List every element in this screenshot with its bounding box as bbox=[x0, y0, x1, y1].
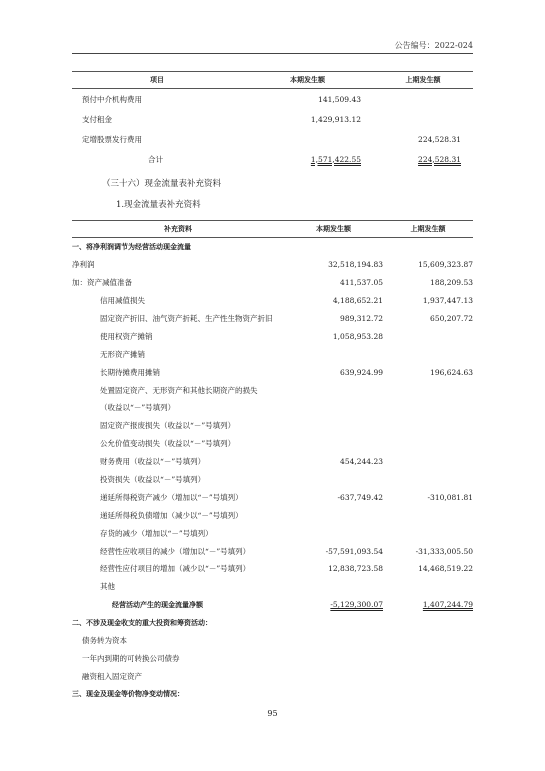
header-divider bbox=[72, 53, 473, 54]
row-previous bbox=[383, 524, 473, 542]
column-header-previous: 上期发生额 bbox=[373, 72, 473, 89]
row-previous bbox=[383, 381, 473, 399]
row-item: 固定资产折旧、油气资产折耗、生产性生物资产折旧 bbox=[100, 314, 273, 323]
row-item: 无形资产摊销 bbox=[100, 349, 145, 359]
row-current bbox=[284, 524, 383, 542]
row-current: 454,244.23 bbox=[340, 457, 383, 467]
row-previous: 196,624.63 bbox=[430, 367, 473, 377]
row-current bbox=[284, 417, 383, 435]
row-item: 使用权资产摊销 bbox=[100, 331, 153, 341]
table-header-row bbox=[72, 72, 473, 89]
row-item: 二、不涉及现金收支的重大投资和筹资活动： bbox=[72, 618, 212, 627]
row-previous bbox=[373, 89, 473, 110]
table-row bbox=[72, 596, 473, 614]
row-current bbox=[284, 578, 383, 596]
row-current bbox=[284, 614, 383, 632]
row-item: 债务转为资本 bbox=[82, 636, 127, 646]
row-previous bbox=[383, 453, 473, 471]
cash-flow-supplement-table bbox=[72, 220, 473, 703]
column-header-current: 本期发生额 bbox=[284, 221, 383, 238]
row-current bbox=[284, 435, 383, 453]
row-current: 989,312.72 bbox=[340, 314, 383, 323]
row-item: 三、现金及现金等价物净变动情况： bbox=[72, 690, 184, 699]
row-current bbox=[284, 649, 383, 667]
row-previous bbox=[383, 238, 473, 256]
table-row bbox=[72, 649, 473, 667]
row-current bbox=[284, 345, 383, 363]
column-header-current: 本期发生额 bbox=[242, 72, 373, 89]
row-item: 预付中介机构费用 bbox=[82, 94, 142, 104]
table-row bbox=[72, 292, 473, 310]
table-row bbox=[72, 632, 473, 650]
table-row bbox=[72, 506, 473, 524]
row-item: 定增股票发行费用 bbox=[82, 134, 142, 144]
row-item: 处置固定资产、无形资产和其他长期资产的损失 bbox=[100, 385, 258, 395]
total-current: 1,571,422.55 bbox=[310, 154, 361, 164]
table-row bbox=[72, 238, 473, 256]
row-item: 存货的减少（增加以“－”号填列） bbox=[100, 528, 213, 538]
row-item: 经营性应收项目的减少（增加以“－”号填列） bbox=[100, 546, 251, 556]
row-current bbox=[284, 667, 383, 685]
row-item: 净利润 bbox=[72, 260, 95, 270]
row-current bbox=[284, 238, 383, 256]
row-current bbox=[284, 632, 383, 650]
row-previous bbox=[383, 471, 473, 489]
row-previous bbox=[383, 345, 473, 363]
column-header-item: 项目 bbox=[72, 72, 242, 89]
row-current bbox=[284, 381, 383, 399]
table-header-row bbox=[72, 221, 473, 238]
row-item: 公允价值变动损失（收益以“－”号填列） bbox=[100, 439, 236, 449]
table-row bbox=[72, 578, 473, 596]
row-item: 投资损失（收益以“－”号填列） bbox=[100, 475, 206, 485]
row-current bbox=[284, 399, 383, 417]
row-item: （收益以“－”号填列） bbox=[100, 403, 176, 413]
row-item: 加：资产减值准备 bbox=[72, 278, 132, 288]
row-current bbox=[284, 471, 383, 489]
row-previous bbox=[383, 632, 473, 650]
total-row bbox=[72, 149, 473, 169]
row-item: 财务费用（收益以“－”号填列） bbox=[100, 457, 206, 467]
row-previous: 1,937,447.13 bbox=[422, 296, 473, 306]
row-previous bbox=[383, 435, 473, 453]
row-item: 支付租金 bbox=[82, 114, 112, 124]
expense-detail-table bbox=[72, 71, 473, 169]
row-previous bbox=[383, 327, 473, 345]
row-item: 其他 bbox=[100, 582, 115, 592]
total-label: 合计 bbox=[148, 154, 163, 164]
table-row bbox=[72, 345, 473, 363]
subsection-title: 1.现金流量表补充资料 bbox=[116, 200, 201, 210]
row-item: 固定资产报废损失（收益以“－”号填列） bbox=[100, 421, 236, 431]
row-item: 递延所得税负债增加（减少以“－”号填列） bbox=[100, 510, 243, 520]
row-item: 长期待摊费用摊销 bbox=[100, 367, 160, 377]
row-current bbox=[242, 129, 373, 149]
row-current: 32,518,194.83 bbox=[328, 260, 383, 270]
row-item: 信用减值损失 bbox=[100, 296, 145, 306]
row-item: 一年内到期的可转换公司债券 bbox=[82, 653, 180, 663]
table-row bbox=[72, 667, 473, 685]
total-previous: 224,528.31 bbox=[418, 154, 461, 164]
row-previous bbox=[373, 109, 473, 129]
page-number: 95 bbox=[267, 709, 278, 718]
table-row bbox=[72, 417, 473, 435]
row-previous: 224,528.31 bbox=[418, 134, 461, 144]
table-row bbox=[72, 256, 473, 274]
column-header-item: 补充资料 bbox=[72, 221, 284, 238]
row-previous bbox=[383, 667, 473, 685]
table-row bbox=[72, 399, 473, 417]
row-current: -5,129,300.07 bbox=[330, 600, 383, 610]
row-previous: 15,609,323.87 bbox=[418, 260, 473, 270]
row-previous: 14,468,519.22 bbox=[418, 564, 473, 574]
table-row bbox=[72, 89, 473, 110]
table-row bbox=[72, 327, 473, 345]
table-row bbox=[72, 542, 473, 560]
row-item: 经营活动产生的现金流量净额 bbox=[112, 600, 203, 609]
row-current: 639,924.99 bbox=[340, 367, 383, 377]
table-row bbox=[72, 614, 473, 632]
row-current bbox=[284, 685, 383, 703]
column-header-previous: 上期发生额 bbox=[383, 221, 473, 238]
row-item: 一、将净利润调节为经营活动现金流量 bbox=[72, 242, 191, 251]
row-current: 1,058,953.28 bbox=[332, 331, 383, 341]
table-row bbox=[72, 363, 473, 381]
table-row bbox=[72, 471, 473, 489]
row-previous bbox=[383, 614, 473, 632]
row-item: 经营性应付项目的增加（减少以“－”号填列） bbox=[100, 564, 251, 574]
row-previous: 650,207.72 bbox=[430, 314, 473, 323]
row-current: 411,537.05 bbox=[340, 278, 383, 288]
row-previous bbox=[383, 685, 473, 703]
row-current bbox=[284, 506, 383, 524]
row-previous bbox=[383, 399, 473, 417]
row-item: 融资租入固定资产 bbox=[82, 671, 142, 681]
row-previous bbox=[383, 506, 473, 524]
table-row bbox=[72, 524, 473, 542]
row-current: 1,429,913.12 bbox=[310, 114, 361, 124]
table-row bbox=[72, 488, 473, 506]
row-current: -57,591,093.54 bbox=[325, 546, 383, 556]
table-row bbox=[72, 109, 473, 129]
table-row bbox=[72, 381, 473, 399]
table-row bbox=[72, 560, 473, 578]
table-row bbox=[72, 129, 473, 149]
row-item: 递延所得税资产减少（增加以“－”号填列） bbox=[100, 492, 243, 502]
row-previous bbox=[383, 578, 473, 596]
section-title: （三十六）现金流量表补充资料 bbox=[102, 179, 222, 189]
row-current: -637,749.42 bbox=[337, 492, 383, 502]
table-row bbox=[72, 274, 473, 292]
row-previous: -310,081.81 bbox=[427, 492, 473, 502]
announcement-number: 公告编号：2022-024 bbox=[394, 41, 473, 50]
row-previous: 188,209.53 bbox=[430, 278, 473, 288]
row-previous: 1,407,244.79 bbox=[422, 600, 473, 610]
table-row bbox=[72, 685, 473, 703]
table-row bbox=[72, 435, 473, 453]
row-previous: -31,333,005.50 bbox=[415, 546, 473, 556]
table-body bbox=[72, 238, 473, 704]
row-previous bbox=[383, 649, 473, 667]
row-current: 12,838,723.58 bbox=[328, 564, 383, 574]
row-current: 4,188,652.21 bbox=[332, 296, 383, 306]
row-previous bbox=[383, 417, 473, 435]
table-row bbox=[72, 310, 473, 328]
row-current: 141,509.43 bbox=[318, 94, 361, 104]
table-row bbox=[72, 453, 473, 471]
